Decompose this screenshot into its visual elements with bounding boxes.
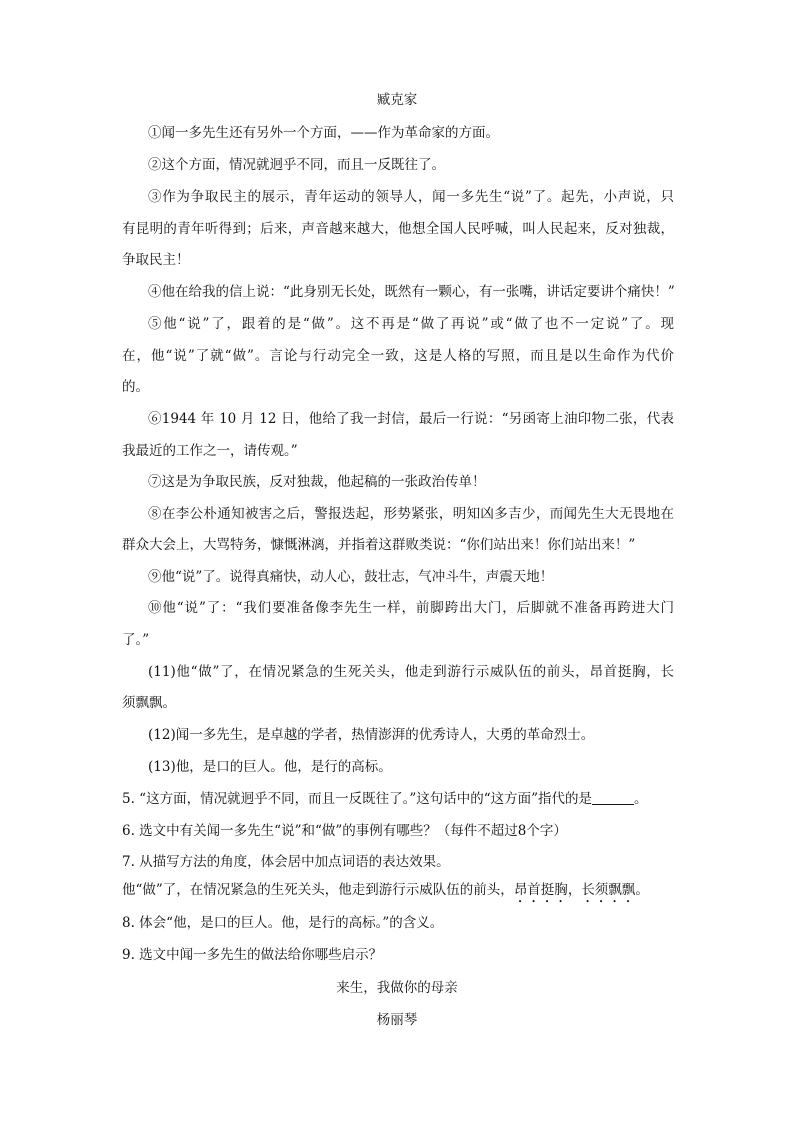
paragraph-5-line-2: 在，他“说”了就“做”。言论与行动完全一致，这是人格的写照，而且是以生命作为代价 (122, 348, 674, 364)
next-article-title: 来生，我做你的母亲 (336, 980, 458, 996)
paragraph-2: ②这个方面，情况就迥乎不同，而且一反既往了。 (148, 157, 445, 173)
paragraph-9: ⑨他“说”了。说得真痛快，动人心，鼓壮志，气冲斗牛，声震天地！ (148, 569, 554, 585)
author-name: 臧克家 (376, 92, 418, 108)
question-9: 9. 选文中闻一多先生的做法给你哪些启示？ (122, 947, 383, 963)
paragraph-11-line-1: (11)他“做”了，在情况紧急的生死关头，他走到游行示威队伍的前头，昂首挺胸，长 (148, 664, 674, 680)
paragraph-3-line-2: 有昆明的青年听得到；后来，声音越来越大，他想全国人民呼喊，叫人民起来，反对独裁， (122, 221, 674, 237)
paragraph-10-line-2: 了。” (122, 632, 150, 648)
question-7-sentence-text: 他“做”了，在情况紧急的生死关头，他走到游行示威队伍的前头， (122, 882, 514, 898)
paragraph-11-line-2: 须飘飘。 (122, 695, 176, 711)
question-7-sentence (122, 880, 649, 906)
answer-blank (592, 790, 634, 805)
emphasized-phrase-1: 昂首挺胸 (513, 882, 568, 898)
paragraph-4: ④他在给我的信上说：“此身别无长处，既然有一颗心，有一张嘴，讲话定要讲个痛快！” (148, 284, 675, 300)
paragraph-12: (12)闻一多先生，是卓越的学者，热情澎湃的优秀诗人，大勇的革命烈士。 (148, 727, 595, 743)
paragraph-8-line-2: 群众大会上，大骂特务，慷慨淋漓，并指着这群败类说：“你们站出来！你们站出来！” (122, 537, 636, 553)
question-5 (122, 789, 648, 809)
paragraph-5-line-1: ⑤他“说”了，跟着的是“做”。这不再是“做了再说”或“做了也不一定说”了。现 (148, 316, 674, 332)
paragraph-3-line-1: ③作为争取民主的展示，青年运动的领导人，闻一多先生“说”了。起先，小声说，只 (148, 189, 674, 205)
paragraph-1: ①闻一多先生还有另外一个方面，——作为革命家的方面。 (148, 125, 499, 141)
question-5-text: 5. “这方面，情况就迥乎不同，而且一反既往了。”这句话中的“这方面”指代的是 (122, 791, 593, 807)
paragraph-3-line-3: 争取民主！ (122, 252, 190, 268)
paragraph-7: ⑦这是为争取民族，反对独裁，他起稿的一张政治传单！ (148, 474, 486, 490)
paragraph-13: (13)他，是口的巨人。他，是行的高标。 (148, 759, 392, 775)
question-7-sep: ， (567, 882, 582, 898)
question-5-end: 。 (634, 791, 648, 807)
question-7: 7. 从描写方法的角度，体会居中加点词语的表达效果。 (122, 854, 450, 870)
paragraph-6-line-1: ⑥1944 年 10 月 12 日，他给了我一封信，最后一行说：“另函寄上油印物二张，代表 (148, 411, 674, 427)
question-7-end: 。 (635, 882, 649, 898)
question-6: 6. 选文中有关闻一多先生“说”和“做”的事例有哪些？（每件不超过8个字） (122, 823, 567, 839)
paragraph-8-line-1: ⑧在李公朴通知被害之后，警报迭起，形势紧张，明知凶多吉少，而闻先生大无畏地在 (148, 506, 674, 522)
emphasized-phrase-2: 长须飘飘 (581, 882, 636, 898)
paragraph-5-line-3: 的。 (122, 379, 149, 395)
paragraph-6-line-2: 我最近的工作之一，请传观。” (122, 443, 298, 459)
paragraph-10-line-1: ⑩他“说”了：“我们要准备像李先生一样，前脚跨出大门，后脚就不准备再跨进大门 (148, 600, 674, 616)
question-8: 8. 体会“他，是口的巨人。他，是行的高标。”的含义。 (122, 915, 444, 931)
next-article-author: 杨丽琴 (376, 1012, 418, 1028)
